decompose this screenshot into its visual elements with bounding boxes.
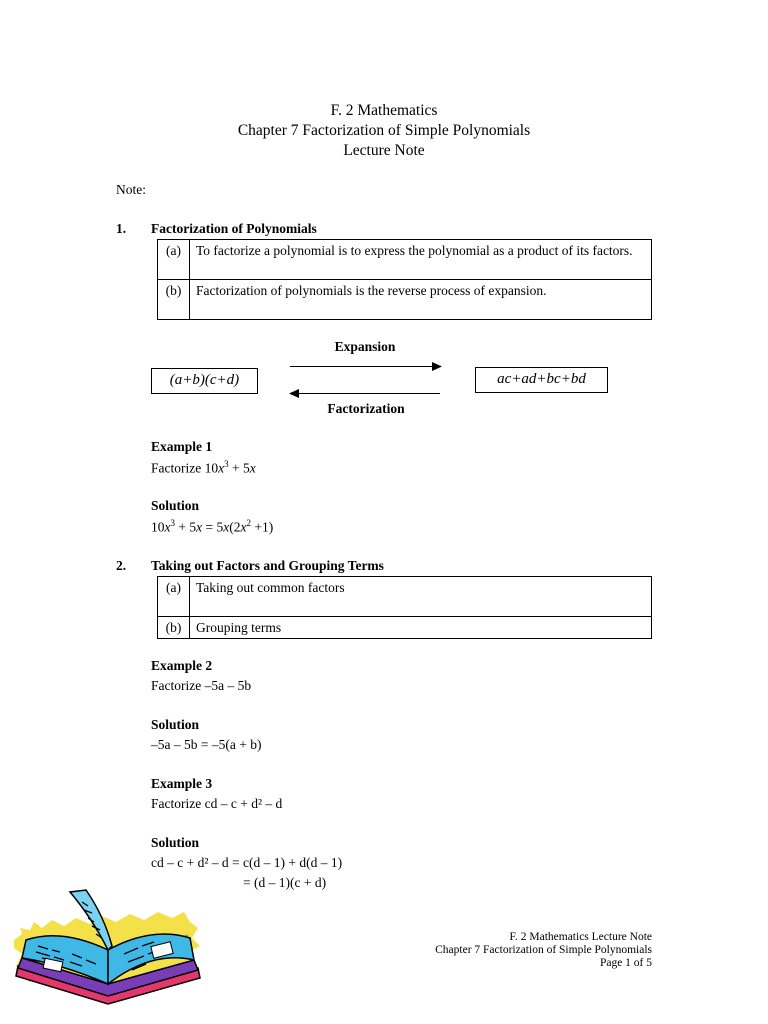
page-number: Page 1 of 5 xyxy=(599,957,652,969)
example2-prompt: Factorize –5a – 5b xyxy=(151,678,252,693)
row-text: Taking out common factors xyxy=(190,577,652,617)
doc-header-subject: F. 2 Mathematics xyxy=(330,102,438,119)
section2-table xyxy=(157,576,652,639)
example3-solution-title: Solution xyxy=(151,835,200,850)
right-expression-box: ac+ad+bc+bd xyxy=(475,367,608,393)
table-row xyxy=(158,280,652,320)
example3-prompt: Factorize cd – c + d² – d xyxy=(151,796,283,811)
table-row xyxy=(158,577,652,617)
example3-title: Example 3 xyxy=(151,776,213,791)
row-label: (a) xyxy=(158,577,190,617)
note-label: Note: xyxy=(116,182,146,197)
example3-solution-line2: = (d – 1)(c + d) xyxy=(243,875,327,890)
arrow-left-icon xyxy=(289,389,299,398)
left-expression-box: (a+b)(c+d) xyxy=(151,368,258,394)
expansion-arrow xyxy=(290,366,436,367)
footer-line2: Chapter 7 Factorization of Simple Polynomials xyxy=(435,944,652,956)
doc-header-type: Lecture Note xyxy=(343,142,425,159)
doc-header-chapter: Chapter 7 Factorization of Simple Polynomials xyxy=(237,122,531,139)
open-book-icon xyxy=(12,888,204,1006)
expansion-label: Expansion xyxy=(334,339,396,354)
example2-solution-title: Solution xyxy=(151,717,200,732)
row-text: Grouping terms xyxy=(190,617,652,639)
row-text: Factorization of polynomials is the reverse process of expansion. xyxy=(190,280,652,320)
example3-solution-line1: cd – c + d² – d = c(d – 1) + d(d – 1) xyxy=(151,855,343,870)
example1-solution: $10x^3 + 5x = 5x(2x^2 +1)$ xyxy=(151,518,274,535)
section1-number: 1. xyxy=(116,221,127,236)
arrow-right-icon xyxy=(432,362,442,371)
table-row xyxy=(158,240,652,280)
row-label: (a) xyxy=(158,240,190,280)
section2-title: Taking out Factors and Grouping Terms xyxy=(151,558,384,573)
factorization-label: Factorization xyxy=(327,401,405,416)
section2-number: 2. xyxy=(116,558,127,573)
factorization-arrow xyxy=(294,393,440,394)
example1-prompt: Factorize $10x^3 + 5x$ xyxy=(151,459,256,476)
section1-table xyxy=(157,239,652,320)
row-label: (b) xyxy=(158,617,190,639)
example1-solution-title: Solution xyxy=(151,498,200,513)
table-row xyxy=(158,617,652,639)
example1-title: Example 1 xyxy=(151,439,213,454)
example2-title: Example 2 xyxy=(151,658,213,673)
footer-line1: F. 2 Mathematics Lecture Note xyxy=(509,931,652,943)
section1-title: Factorization of Polynomials xyxy=(151,221,317,236)
row-text: To factorize a polynomial is to express the polynomial as a product of its factors. xyxy=(190,240,652,280)
row-label: (b) xyxy=(158,280,190,320)
example2-solution: –5a – 5b = –5(a + b) xyxy=(151,737,262,752)
